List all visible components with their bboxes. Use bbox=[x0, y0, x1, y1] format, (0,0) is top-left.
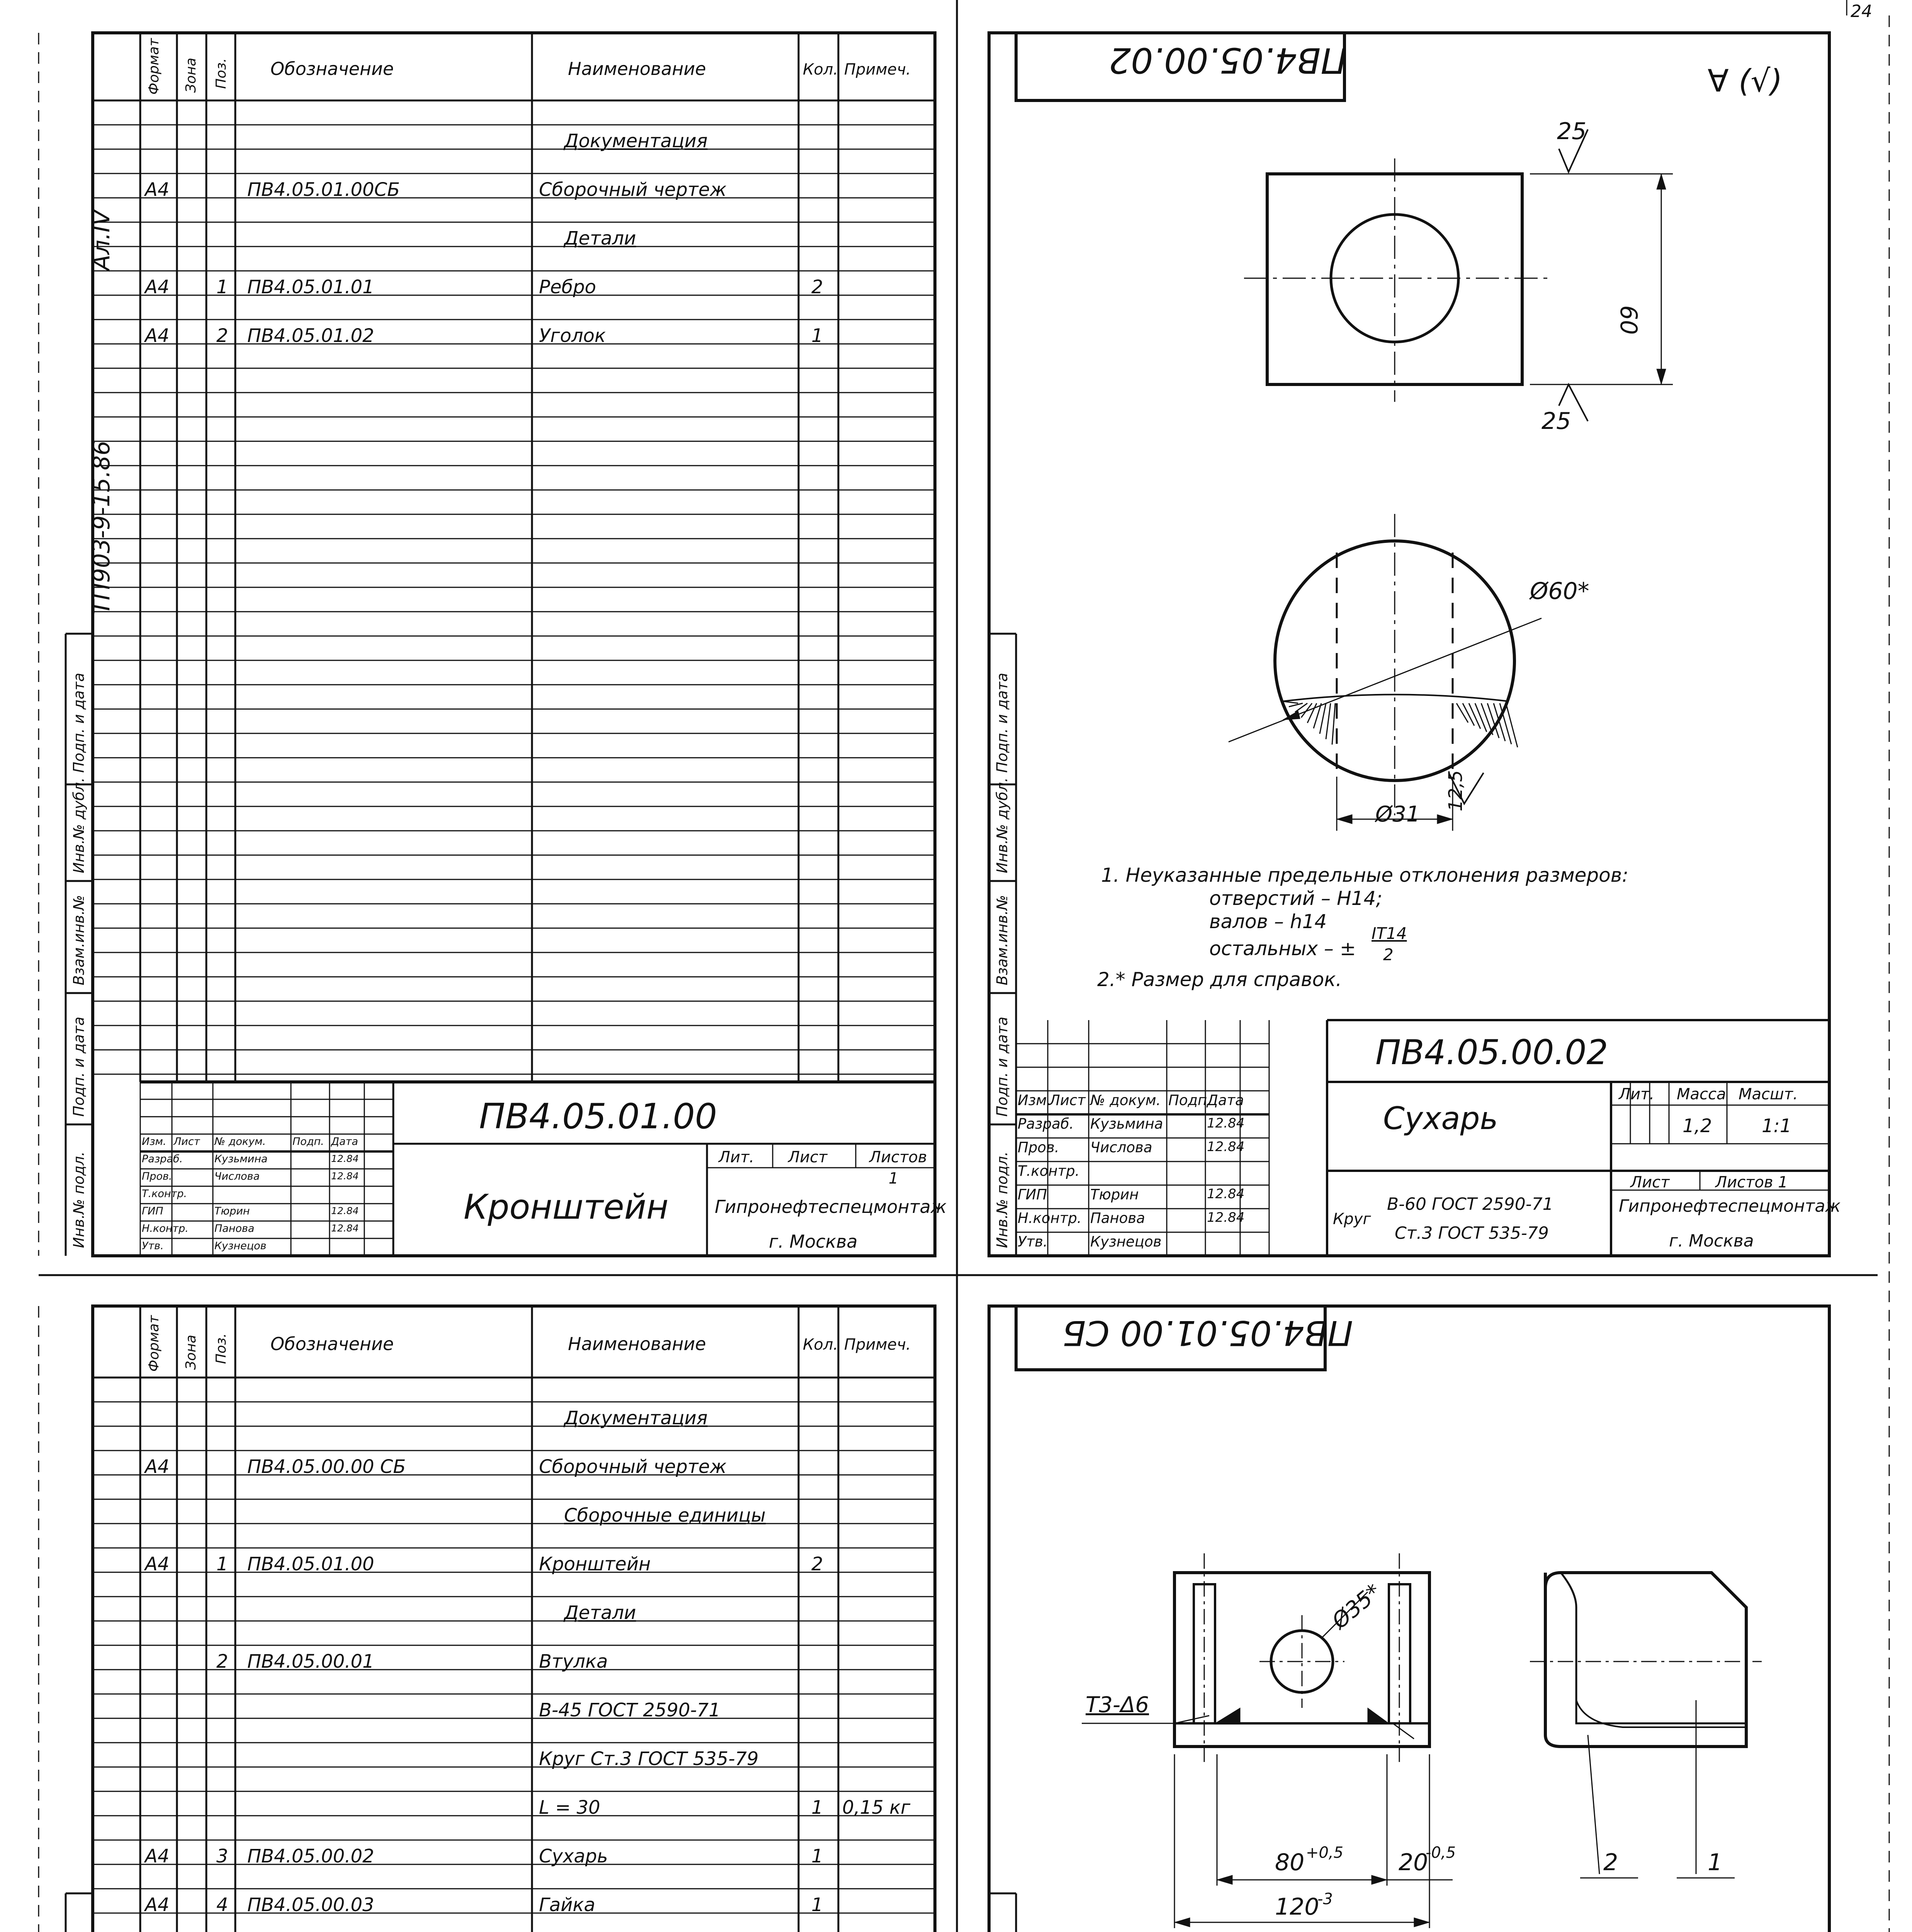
tb-header: № докум. bbox=[1090, 1092, 1161, 1109]
sheet2-masht-label: Масшт. bbox=[1739, 1085, 1798, 1103]
tb-person: Кузьмина bbox=[1090, 1116, 1163, 1132]
tb-date: 12.84 bbox=[1207, 1116, 1245, 1131]
header-kol: Кол. bbox=[803, 1336, 838, 1354]
tb-date: 12.84 bbox=[1207, 1186, 1245, 1202]
tb-date: 12.84 bbox=[331, 1205, 359, 1216]
tb-header: Дата bbox=[1207, 1092, 1244, 1109]
sheet2-material-1: В-60 ГОСТ 2590-71 bbox=[1387, 1194, 1553, 1214]
row-format: А4 bbox=[145, 1553, 170, 1575]
tb-header: Изм. bbox=[1018, 1092, 1052, 1109]
row-poz: 4 bbox=[216, 1894, 228, 1916]
sheet2-city: г. Москва bbox=[1669, 1231, 1754, 1251]
tb-role: Т.контр. bbox=[1018, 1163, 1080, 1179]
sheet4-stamp: ПВ4.05.01.00 СБ bbox=[1062, 1313, 1353, 1353]
dim-top-rough: 25 bbox=[1557, 118, 1587, 145]
tb-person: Числова bbox=[1090, 1139, 1152, 1156]
sheet2-masht: 1:1 bbox=[1762, 1115, 1792, 1137]
tb-header: № докум. bbox=[214, 1136, 266, 1148]
sheet2-massa-label: Масса bbox=[1677, 1085, 1726, 1103]
tb-date: 12.84 bbox=[331, 1223, 359, 1234]
header-zona: Зона bbox=[183, 58, 199, 93]
tb-date: 12.84 bbox=[1207, 1210, 1245, 1225]
margin-stamp-label: Инв.№ подл. bbox=[70, 1151, 87, 1248]
row-name: Круг Ст.3 ГОСТ 535-79 bbox=[539, 1748, 759, 1770]
tb-role: Т.контр. bbox=[142, 1188, 187, 1200]
sheet2-note-1: 1. Неуказанные предельные отклонения размеров: bbox=[1101, 864, 1629, 886]
row-kol: 2 bbox=[811, 276, 823, 298]
tb-role: ГИП bbox=[1018, 1186, 1047, 1203]
sheet1-listov-label: Листов bbox=[869, 1148, 927, 1166]
tb-role: Разраб. bbox=[1018, 1116, 1074, 1132]
tb-date: 12.84 bbox=[1207, 1139, 1245, 1155]
dim-hole: Ø31 bbox=[1375, 802, 1420, 827]
sheet2-organization: Гипронефтеспецмонтаж bbox=[1619, 1196, 1841, 1216]
tb-person: Панова bbox=[214, 1223, 255, 1235]
header-naimenovanie: Наименование bbox=[568, 1333, 706, 1354]
header-oboznachenie: Обозначение bbox=[270, 1333, 394, 1354]
header-oboznachenie: Обозначение bbox=[270, 58, 394, 79]
row-primech: 0,15 кг bbox=[842, 1797, 911, 1818]
row-poz: 1 bbox=[216, 1553, 228, 1575]
row-oboznachenie: ПВ4.05.00.00 СБ bbox=[247, 1456, 406, 1478]
dim-20-tol: -0,5 bbox=[1426, 1844, 1456, 1862]
row-name: Сборочные единицы bbox=[564, 1505, 766, 1526]
dim-120: 120 bbox=[1275, 1893, 1319, 1920]
tb-person: Тюрин bbox=[214, 1205, 250, 1217]
margin-stamp-label: Инв.№ подл. bbox=[994, 1151, 1011, 1248]
sheet1-list-label: Лист bbox=[788, 1148, 828, 1166]
sheet1-list-total: 1 bbox=[889, 1170, 899, 1187]
pos-1-label: 1 bbox=[1708, 1849, 1723, 1876]
tb-role: Пров. bbox=[1018, 1139, 1059, 1156]
header-primech: Примеч. bbox=[844, 1336, 911, 1354]
row-name: Уголок bbox=[539, 325, 606, 347]
margin-stamp-label: Подп. и дата bbox=[70, 673, 87, 773]
tb-person: Кузьмина bbox=[214, 1153, 268, 1165]
row-poz: 2 bbox=[216, 325, 228, 347]
tb-header: Изм. bbox=[142, 1136, 167, 1148]
sheet2-note-3: валов – h14 bbox=[1209, 910, 1327, 933]
dim-80-tol: +0,5 bbox=[1306, 1844, 1344, 1862]
sheet1-city: г. Москва bbox=[769, 1231, 858, 1252]
row-poz: 2 bbox=[216, 1651, 228, 1672]
row-poz: 3 bbox=[216, 1845, 228, 1867]
sheet2-note-4-num: IT14 bbox=[1372, 924, 1407, 943]
sheet2-doc-number: ПВ4.05.00.02 bbox=[1375, 1032, 1608, 1072]
row-oboznachenie: ПВ4.05.01.01 bbox=[247, 276, 374, 298]
row-format: А4 bbox=[145, 1456, 170, 1478]
row-name: Гайка bbox=[539, 1894, 595, 1916]
tb-role: Н.контр. bbox=[1018, 1210, 1082, 1226]
page-number: 24 bbox=[1851, 2, 1872, 21]
sheet2-note-5: 2.* Размер для справок. bbox=[1097, 968, 1342, 991]
row-kol: 1 bbox=[811, 1797, 823, 1818]
sheet1-doc-number: ПВ4.05.01.00 bbox=[479, 1096, 717, 1137]
tb-role: Утв. bbox=[1018, 1233, 1048, 1250]
margin-stamp-label: Подп. и дата bbox=[994, 673, 1011, 773]
margin-stamp-label: Инв.№ дубл. bbox=[70, 777, 87, 873]
row-oboznachenie: ПВ4.05.00.02 bbox=[247, 1845, 374, 1867]
dim-bottom-rough: 25 bbox=[1541, 408, 1571, 435]
pos-2-label: 2 bbox=[1603, 1849, 1618, 1876]
row-name: Сборочный чертеж bbox=[539, 1456, 727, 1478]
sheet1-organization: Гипронефтеспецмонтаж bbox=[715, 1196, 947, 1217]
sheet2-list-label: Лист bbox=[1630, 1173, 1670, 1191]
sheet2-stamp: ПВ4.05.00.02 bbox=[1109, 40, 1347, 80]
tb-header: Лист bbox=[173, 1136, 200, 1148]
tb-person: Кузнецов bbox=[1090, 1233, 1162, 1250]
row-oboznachenie: ПВ4.05.00.01 bbox=[247, 1651, 374, 1672]
tb-role: ГИП bbox=[142, 1205, 163, 1217]
row-oboznachenie: ПВ4.05.01.00 bbox=[247, 1553, 374, 1575]
row-name: Документация bbox=[564, 1407, 708, 1429]
margin-stamp-label: Взам.инв.№ bbox=[994, 895, 1011, 985]
row-name: Кронштейн bbox=[539, 1553, 651, 1575]
row-name: Детали bbox=[564, 1602, 636, 1624]
row-kol: 1 bbox=[811, 1894, 823, 1916]
header-kol: Кол. bbox=[803, 61, 838, 78]
header-format: Формат bbox=[146, 38, 162, 95]
row-oboznachenie: ПВ4.05.00.03 bbox=[247, 1894, 374, 1916]
header-poz: Поз. bbox=[213, 1333, 229, 1364]
dim-120-tol: -3 bbox=[1317, 1890, 1333, 1908]
row-kol: 2 bbox=[811, 1553, 823, 1575]
dim-hole: Ø35* bbox=[1327, 1579, 1386, 1634]
header-zona: Зона bbox=[183, 1335, 199, 1370]
row-name: В-45 ГОСТ 2590-71 bbox=[539, 1699, 721, 1721]
sheet2-note-2: отверстий – Н14; bbox=[1209, 887, 1383, 910]
tb-header: Подп. bbox=[292, 1136, 324, 1148]
sheet2-roughness: ∀ (√) bbox=[1708, 63, 1783, 99]
sheet1-lit-label: Лит. bbox=[719, 1148, 755, 1166]
row-format: А4 bbox=[145, 325, 170, 347]
header-format: Формат bbox=[146, 1315, 162, 1372]
row-poz: 1 bbox=[216, 276, 228, 298]
tb-date: 12.84 bbox=[331, 1170, 359, 1182]
tb-role: Пров. bbox=[142, 1170, 172, 1182]
row-name: Ребро bbox=[539, 276, 596, 298]
row-name: Документация bbox=[564, 130, 708, 152]
tb-header: Дата bbox=[331, 1136, 358, 1148]
sheet2-material-2: Ст.3 ГОСТ 535-79 bbox=[1395, 1223, 1549, 1243]
dim-20: 20 bbox=[1399, 1849, 1428, 1876]
tb-role: Утв. bbox=[142, 1240, 164, 1252]
row-oboznachenie: ПВ4.05.01.00СБ bbox=[247, 179, 400, 201]
margin-project-code: ТП903-9-15.86 bbox=[88, 440, 115, 614]
row-format: А4 bbox=[145, 179, 170, 201]
header-poz: Поз. bbox=[213, 58, 229, 89]
weld-mark: Т3-Δ6 bbox=[1086, 1692, 1149, 1718]
dim-height: 60 bbox=[1615, 305, 1642, 335]
dim-80: 80 bbox=[1275, 1849, 1305, 1876]
row-name: Сборочный чертеж bbox=[539, 179, 727, 201]
tb-role: Н.контр. bbox=[142, 1223, 189, 1235]
header-primech: Примеч. bbox=[844, 61, 911, 78]
sheet2-massa: 1,2 bbox=[1683, 1115, 1712, 1137]
row-name: Детали bbox=[564, 228, 636, 249]
row-name: Сухарь bbox=[539, 1845, 608, 1867]
row-kol: 1 bbox=[811, 325, 823, 347]
tb-person: Кузнецов bbox=[214, 1240, 267, 1252]
sheet2-lit: Лит. bbox=[1619, 1085, 1655, 1103]
row-format: А4 bbox=[145, 276, 170, 298]
sheet2-title: Сухарь bbox=[1383, 1100, 1498, 1136]
margin-stamp-label: Подп. и дата bbox=[70, 1017, 87, 1117]
dim-diameter: Ø60* bbox=[1530, 578, 1589, 605]
row-format: А4 bbox=[145, 1845, 170, 1867]
tb-header: Лист bbox=[1049, 1092, 1086, 1109]
sheet2-note-4: остальных – ± bbox=[1209, 937, 1356, 960]
tb-date: 12.84 bbox=[331, 1153, 359, 1164]
sheet2-note-4-den: 2 bbox=[1383, 945, 1394, 964]
sheet2-listov: Листов 1 bbox=[1715, 1173, 1788, 1191]
row-name: L = 30 bbox=[539, 1797, 600, 1818]
row-kol: 1 bbox=[811, 1845, 823, 1867]
row-format: А4 bbox=[145, 1894, 170, 1916]
tb-role: Разраб. bbox=[142, 1153, 183, 1165]
margin-album: Ал.IV bbox=[88, 209, 115, 270]
tb-header: Подп. bbox=[1168, 1092, 1212, 1109]
row-name: Втулка bbox=[539, 1651, 608, 1672]
dim-hole-rough: 12,5 bbox=[1445, 770, 1467, 811]
row-oboznachenie: ПВ4.05.01.02 bbox=[247, 325, 374, 347]
margin-stamp-label: Подп. и дата bbox=[994, 1017, 1011, 1117]
margin-stamp-label: Взам.инв.№ bbox=[70, 895, 87, 985]
sheet2-material-label: Круг bbox=[1333, 1210, 1371, 1228]
tb-person: Числова bbox=[214, 1170, 260, 1182]
tb-person: Тюрин bbox=[1090, 1186, 1139, 1203]
header-naimenovanie: Наименование bbox=[568, 58, 706, 79]
tb-person: Панова bbox=[1090, 1210, 1145, 1226]
sheet1-title: Кронштейн bbox=[464, 1187, 669, 1227]
margin-stamp-label: Инв.№ дубл. bbox=[994, 777, 1011, 873]
